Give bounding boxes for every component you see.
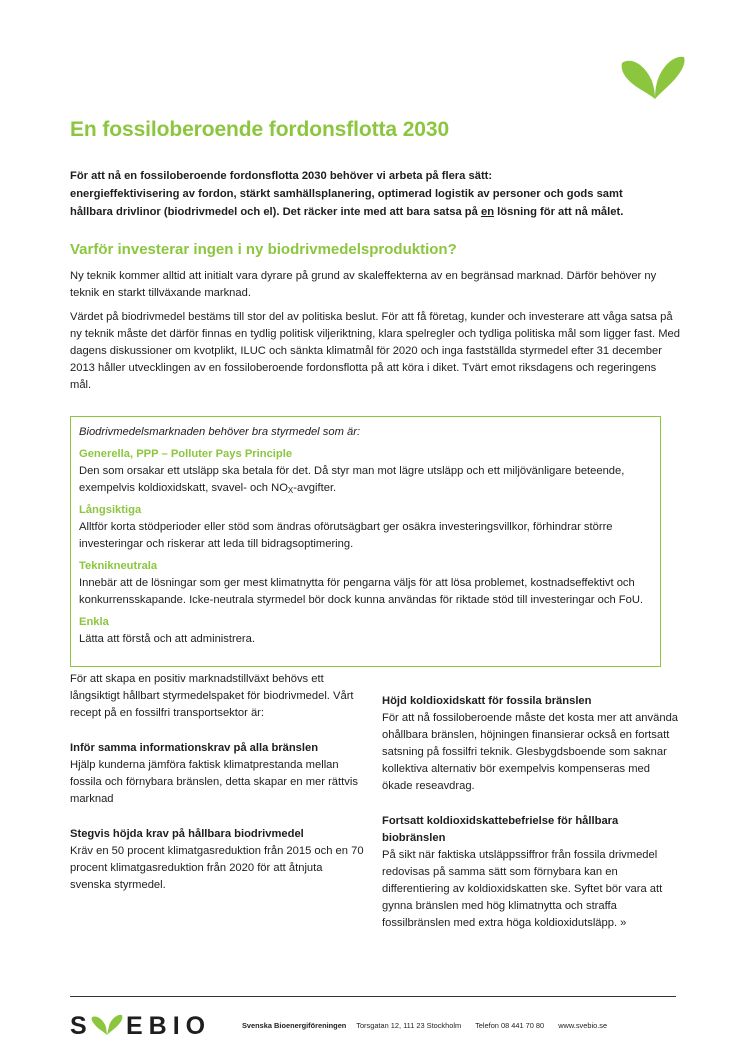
body-text bbox=[70, 268, 680, 401]
criteria-heading: Långsiktiga bbox=[79, 504, 142, 516]
criteria-heading: Generella, PPP – Polluter Pays Principle bbox=[79, 448, 293, 460]
left-column bbox=[70, 671, 366, 894]
paragraph: Värdet på biodrivmedel bestäms till stor del av politiska beslut. För att få företag, kunder och investerare att våga satsa på ny teknik måste det därför finnas en tydlig politisk viljeriktning, klara spelregler och tydliga politiska mål som ligger fast. Med dagens diskussioner om kvotplikt, ILUC och sänkta klimatmål för 2020 och inga fastställda styrmedel efter 31 december 2013 håller utvecklingen av en fossiloberoende fordonsflotta på att köra i diket. Tvärt emot riksdagens och regeringens mål. bbox=[70, 311, 680, 391]
footer-contact bbox=[242, 1021, 607, 1030]
recipe-heading: Inför samma informationskrav på alla bränslen bbox=[70, 742, 319, 754]
column-intro: För att skapa en positiv marknadstillväxt behövs ett långsiktigt hållbart styrmedelspaket för biodrivmedel. Vårt recept på en fossilfri transportsektor är: bbox=[70, 673, 354, 719]
footer-address: Torsgatan 12, 111 23 Stockholm bbox=[356, 1021, 462, 1030]
subscript: X bbox=[287, 486, 294, 495]
svebio-logo bbox=[70, 1013, 230, 1037]
paragraph: Ny teknik kommer alltid att initialt vara dyrare på grund av skaleffekterna av en begränsad marknad. Därför behöver ny teknik en starkt tillväxande marknad. bbox=[70, 270, 657, 299]
box-intro: Biodrivmedelsmarknaden behöver bra styrmedel som är: bbox=[79, 426, 361, 438]
recipe-text: Kräv en 50 procent klimatgasreduktion från 2015 och en 70 procent klimatgasreduktion från 2020 för att åtnjuta svenska styrmedel. bbox=[70, 845, 364, 891]
underlined-word: en bbox=[480, 206, 495, 218]
recipe-text: På sikt när faktiska utsläppssiffror från fossila drivmedel redovisas på samma sätt som förnybara kan en differentiering av koldioxidskatten ske. Syftet bör vara att gynna bränslen med hög klimatnytta och straffa fossilbränslen med extra höga koldioxidutsläpp. » bbox=[382, 849, 663, 929]
recipe-section bbox=[70, 740, 366, 808]
criteria-text: Innebär att de lösningar som ger mest klimatnytta för pengarna väljs för att lösa problemet, kostnadseffektivt och konkurrensskapande. Icke-neutrala styrmedel bör dock kunna användas för riktade stöd till investeringar och FoU. bbox=[79, 577, 644, 606]
criteria-text: Lätta att förstå och att administrera. bbox=[79, 633, 255, 645]
footer-divider bbox=[70, 996, 676, 997]
svg-text:EBIO: EBIO bbox=[126, 1013, 212, 1037]
criteria-heading: Enkla bbox=[79, 616, 109, 628]
recipe-heading: Stegvis höjda krav på hållbara biodrivmedel bbox=[70, 828, 304, 840]
svg-text:S: S bbox=[70, 1013, 87, 1037]
footer-phone: Telefon 08 441 70 80 bbox=[475, 1021, 545, 1030]
recipe-section bbox=[70, 826, 366, 894]
criteria-heading: Teknikneutrala bbox=[79, 560, 158, 572]
intro-line: hållbara drivlinor (biodrivmedel och el). Det räcker inte med att bara satsa på en lösning för att nå målet. bbox=[70, 206, 624, 218]
recipe-text: Hjälp kunderna jämföra faktisk klimatprestanda mellan fossila och förnybara bränslen, detta skapar en mer rättvis marknad bbox=[70, 759, 358, 805]
footer bbox=[70, 1013, 676, 1039]
leaf-heart-icon bbox=[618, 55, 688, 105]
intro-paragraph bbox=[70, 167, 680, 221]
intro-line: För att nå en fossiloberoende fordonsflotta 2030 behöver vi arbeta på flera sätt: bbox=[70, 170, 493, 182]
criteria-text: Alltför korta stödperioder eller stöd som ändras oförutsägbart ger osäkra investeringsvillkor, förhindrar större investeringar och riskerar att leda till bidragsoptimering. bbox=[79, 521, 613, 550]
section-heading: Varför investerar ingen i ny biodrivmedelsproduktion? bbox=[70, 241, 457, 258]
intro-line: energieffektivisering av fordon, stärkt samhällsplanering, optimerad logistik av personer och gods samt bbox=[70, 188, 623, 200]
footer-org: Svenska Bioenergiföreningen bbox=[242, 1021, 347, 1030]
recipe-section bbox=[382, 813, 678, 932]
recipe-heading: Fortsatt koldioxidskattebefrielse för hållbara biobränslen bbox=[382, 815, 619, 844]
recipe-text: För att nå fossiloberoende måste det kosta mer att använda ohållbara bränslen, höjningen finansierar också en fortsatt satsning på fossilfri teknik. Glesbygdsboende som saknar kollektiva alternativ bör exempelvis kompenseras med ökade reseavdrag. bbox=[382, 712, 679, 792]
criteria-text: Den som orsakar ett utsläpp ska betala för det. Då styr man mot lägre utsläpp och ett miljövänligare beteende, exempelvis koldioxidskatt, svavel- och $NO_X$-avgifter. bbox=[79, 465, 625, 495]
page-title: En fossiloberoende fordonsflotta 2030 bbox=[70, 118, 450, 141]
criteria-box bbox=[70, 416, 661, 667]
right-column bbox=[382, 693, 678, 932]
recipe-heading: Höjd koldioxidskatt för fossila bränslen bbox=[382, 695, 592, 707]
footer-web[interactable]: www.svebio.se bbox=[558, 1021, 608, 1030]
recipe-section bbox=[382, 693, 678, 795]
